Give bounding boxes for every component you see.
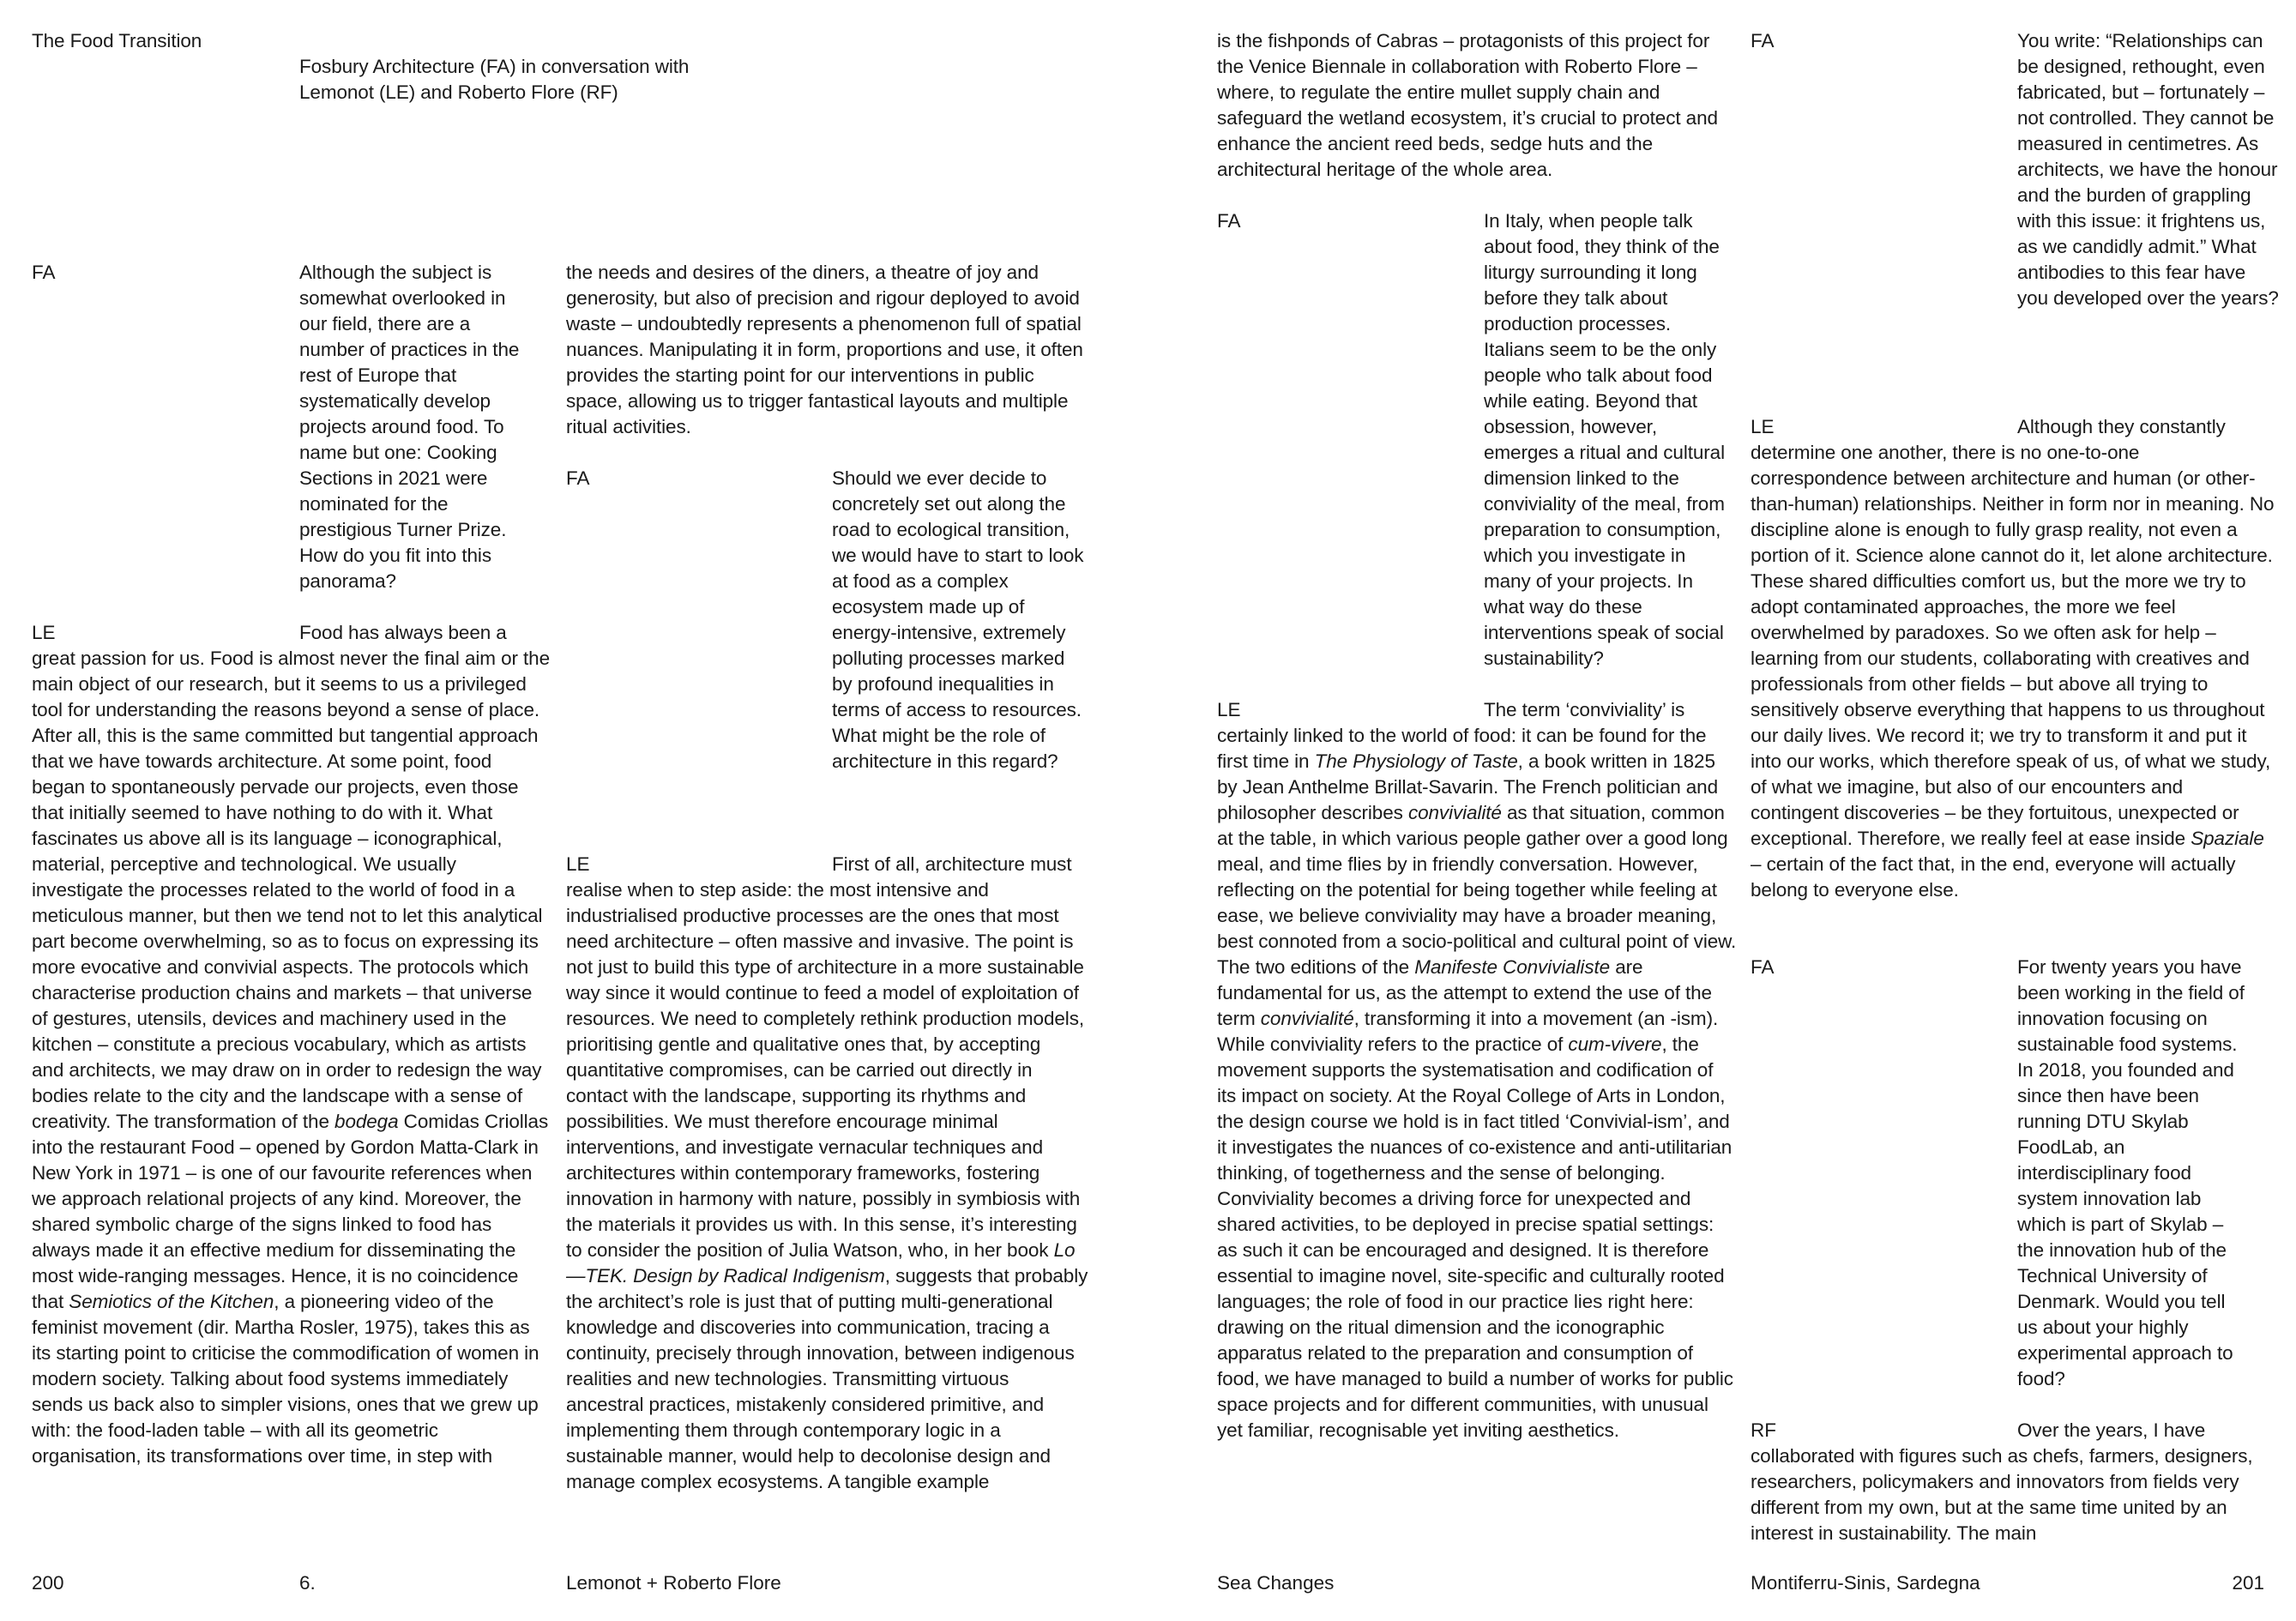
answer-block [566, 852, 1091, 1495]
question-text: In Italy, when people talk about food, they think of the liturgy surrounding it long before they talk about production processes. Italians seem to be the only people who talk about food while eating. Beyond that obsession, however, emerges a ritual and cultural dimension linked to the conviviality of the meal, from preparation to consumption, which you investigate in many of your projects. In what way do these interventions speak of social sustainability? [1484, 210, 1725, 669]
intro-text: Fosbury Architecture (FA) in conversation with Lemonot (LE) and Roberto Flore (RF) [299, 56, 690, 103]
continuation-text: is the fishponds of Cabras – protagonists of this project for the Venice Biennale in collaboration with Roberto Flore – where, to regulate the entire mullet supply chain and safeguard the wetland ecosystem, it’s crucial to protect and enhance the ancient reed beds, sedge huts and the architectural heritage of the whole area. [1217, 30, 1718, 180]
right-page [1148, 0, 2296, 1621]
page-number: 201 [2232, 1572, 2264, 1594]
speaker-label: FA [1751, 956, 1775, 978]
answer-text: First of all, architecture must realise when to step aside: the most intensive and industrialised productive processes are the ones that most need architecture – often massive and invasive. The point is not just to build this type of architecture in a more sustainable way since it would continue to feed a model of exploitation of resources. We need to completely rethink production models, prioritising gentle and qualitative ones that, by accepting quantitative compromises, can be carried out directly in contact with the landscape, supporting its rhythms and possibilities. We must therefore encourage minimal interventions, and investigate vernacular techniques and architectures within contemporary frameworks, fostering innovation in harmony with nature, possibly in symbiosis with the materials it provides us with. In this sense, it’s interesting to consider the position of Julia Watson, who, in her book Lo—TEK. Design by Radical Indigenism, suggests that probably the architect’s role is just that of putting multi-generational knowledge and discoveries into communication, tracing a continuity, precisely through innovation, between indigenous realities and new technologies. Transmitting virtuous ancestral practices, mistakenly considered primitive, and implementing them through contemporary logic in a sustainable manner, would help to decolonise design and manage complex ecosystems. A tangible example [566, 853, 1088, 1492]
section-title: Sea Changes [1217, 1572, 1335, 1594]
speaker-label: FA [566, 467, 590, 489]
question-text: Should we ever decide to concretely set out along the road to ecological transition, we would have to start to look at food as a complex ecosystem made up of energy-intensive, extremely polluting processes marked by profound inequalities in terms of access to resources. What might be the role of architecture in this regard? [832, 467, 1084, 772]
answer-text: Food has always been a great passion for us. Food is almost never the final aim or the main object of our research, but it seems to us a privileged tool for understanding the reasons beyond a sense of place. After all, this is the same committed but tangential approach that we have towards architecture. At some point, food began to spontaneously pervade our projects, even those that initially seemed to have nothing to do with it. What fascinates us above all is its language – iconographical, material, perceptive and technological. We usually investigate the processes related to the world of food in a meticulous manner, but then we tend not to let this analytical part become overwhelming, so as to focus on expressing its more evocative and convivial aspects. The protocols which characterise production chains and markets – that universe of gestures, utensils, devices and machinery used in the kitchen – constitute a precious vocabulary, which as artists and architects, we may draw on in order to redesign the way bodies relate to the city and the landscape with a sense of creativity. The transformation of the bodega Comidas Criollas into the restaurant Food – opened by Gordon Matta-Clark in New York in 1971 – is one of our favourite references when we approach relational projects of any kind. Moreover, the shared symbolic charge of the signs linked to food has always made it an effective medium for disseminating the most wide-ranging messages. Hence, it is no coincidence that Semiotics of the Kitchen, a pioneering video of the feminist movement (dir. Martha Rosler, 1975), takes this as its starting point to criticise the commodification of women in modern society. Talking about food systems immediately sends us back also to simpler visions, ones that we grew up with: the food-laden table – with all its geometric organisation, its transformations over time, in step with [32, 622, 551, 1467]
answer-block [32, 620, 550, 1469]
question-text: Although the subject is somewhat overlooked in our field, there are a number of practices in the rest of Europe that systematically develop projects around food. To name but one: Cooking Sections in 2021 were nominated for the prestigious Turner Prize. How do you fit into this panorama? [299, 262, 520, 592]
running-title: The Food Transition [32, 30, 202, 51]
speaker-label: FA [32, 262, 56, 283]
speaker-label: LE [566, 853, 590, 875]
answer-block [1217, 697, 1737, 1443]
chapter-author: Lemonot + Roberto Flore [566, 1572, 781, 1594]
continuation-text: the needs and desires of the diners, a theatre of joy and generosity, but also of precision and rigour deployed to avoid waste – undoubtedly represents a phenomenon full of spatial nuances. Manipulating it in form, proportions and use, it often provides the starting point for our interventions in public space, allowing us to trigger fantastical layouts and multiple ritual activities. [566, 262, 1083, 437]
chapter-number: 6. [299, 1572, 316, 1594]
answer-text: The term ‘conviviality’ is certainly linked to the world of food: it can be found for the first time in The Physiology of Taste, a book written in 1825 by Jean Anthelme Brillat-Savarin. The French politician and philosopher describes convivialité as that situation, common at the table, in which various people gather over a good long meal, and time flies by in friendly conversation. However, reflecting on the potential for being together while feeling at ease, we believe conviviality may have a broader meaning, best connoted from a socio-political and cultural point of view. The two editions of the Manifeste Convivialiste are fundamental for us, as the attempt to extend the use of the term convivialité, transforming it into a movement (an -ism). While conviviality refers to the practice of cum-vivere, the movement supports the systematisation and codification of its impact on society. At the Royal College of Arts in London, the design course we hold is in fact titled ‘Convivial-ism’, and it investigates the nuances of co-existence and anti-utilitarian thinking, of togetherness and the sense of belonging. Conviviality becomes a driving force for unexpected and shared activities, to be deployed in precise spatial settings: as such it can be encouraged and designed. It is therefore essential to imagine novel, site-specific and culturally rooted languages; the role of food in our practice lies right here: drawing on the ritual dimension and the iconographic apparatus related to the preparation and consumption of food, we have managed to build a number of works for public space projects and for different communities, with unusual yet familiar, recognisable yet inviting aesthetics. [1217, 699, 1737, 1441]
answer-block [1751, 1418, 2275, 1546]
page-number: 200 [32, 1572, 64, 1594]
answer-block [1751, 414, 2275, 903]
speaker-label: LE [1751, 416, 1775, 437]
speaker-label: FA [1217, 210, 1241, 232]
question-text: For twenty years you have been working in the field of innovation focusing on sustainable food systems. In 2018, you founded and since then have been running DTU Skylab FoodLab, an interdisciplinary food system innovation lab which is part of Skylab – the innovation hub of the Technical University of Denmark. Would you tell us about your highly experimental approach to food? [2017, 956, 2245, 1389]
speaker-label: LE [1217, 699, 1241, 720]
speaker-label: RF [1751, 1419, 1776, 1441]
answer-text: Over the years, I have collaborated with figures such as chefs, farmers, designers, researchers, policymakers and innovators from fields very different from my own, but at the same time united by an interest in sustainability. The main [1751, 1419, 2253, 1544]
speaker-label: LE [32, 622, 56, 643]
speaker-label: FA [1751, 30, 1775, 51]
location-label: Montiferru-Sinis, Sardegna [1751, 1572, 1980, 1594]
answer-text: Although they constantly determine one another, there is no one-to-one correspondence between architecture and human (or other-than-human) relationships. Neither in form nor in meaning. No discipline alone is enough to fully grasp reality, not even a portion of it. Science alone cannot do it, let alone architecture. These shared difficulties comfort us, but the more we try to adopt contaminated approaches, the more we feel overwhelmed by paradoxes. So we often ask for help – learning from our students, collaborating with creatives and professionals from other fields – but above all trying to sensitively observe everything that happens to us throughout our daily lives. We record it; we try to transform it and put it into our works, which therefore speak of us, of what we study, of what we imagine, but also of our encounters and contingent discoveries – be they fortuitous, unexpected or exceptional. Therefore, we really feel at ease inside Spaziale – certain of the fact that, in the end, everyone will actually belong to everyone else. [1751, 416, 2275, 901]
question-text: You write: “Relationships can be designed, rethought, even fabricated, but – fortunately – not controlled. They cannot be measured in centimetres. As architects, we have the honour and the burden of grappling with this issue: it frightens us, as we candidly admit.” What antibodies to this fear have you developed over the years? [2017, 30, 2279, 309]
